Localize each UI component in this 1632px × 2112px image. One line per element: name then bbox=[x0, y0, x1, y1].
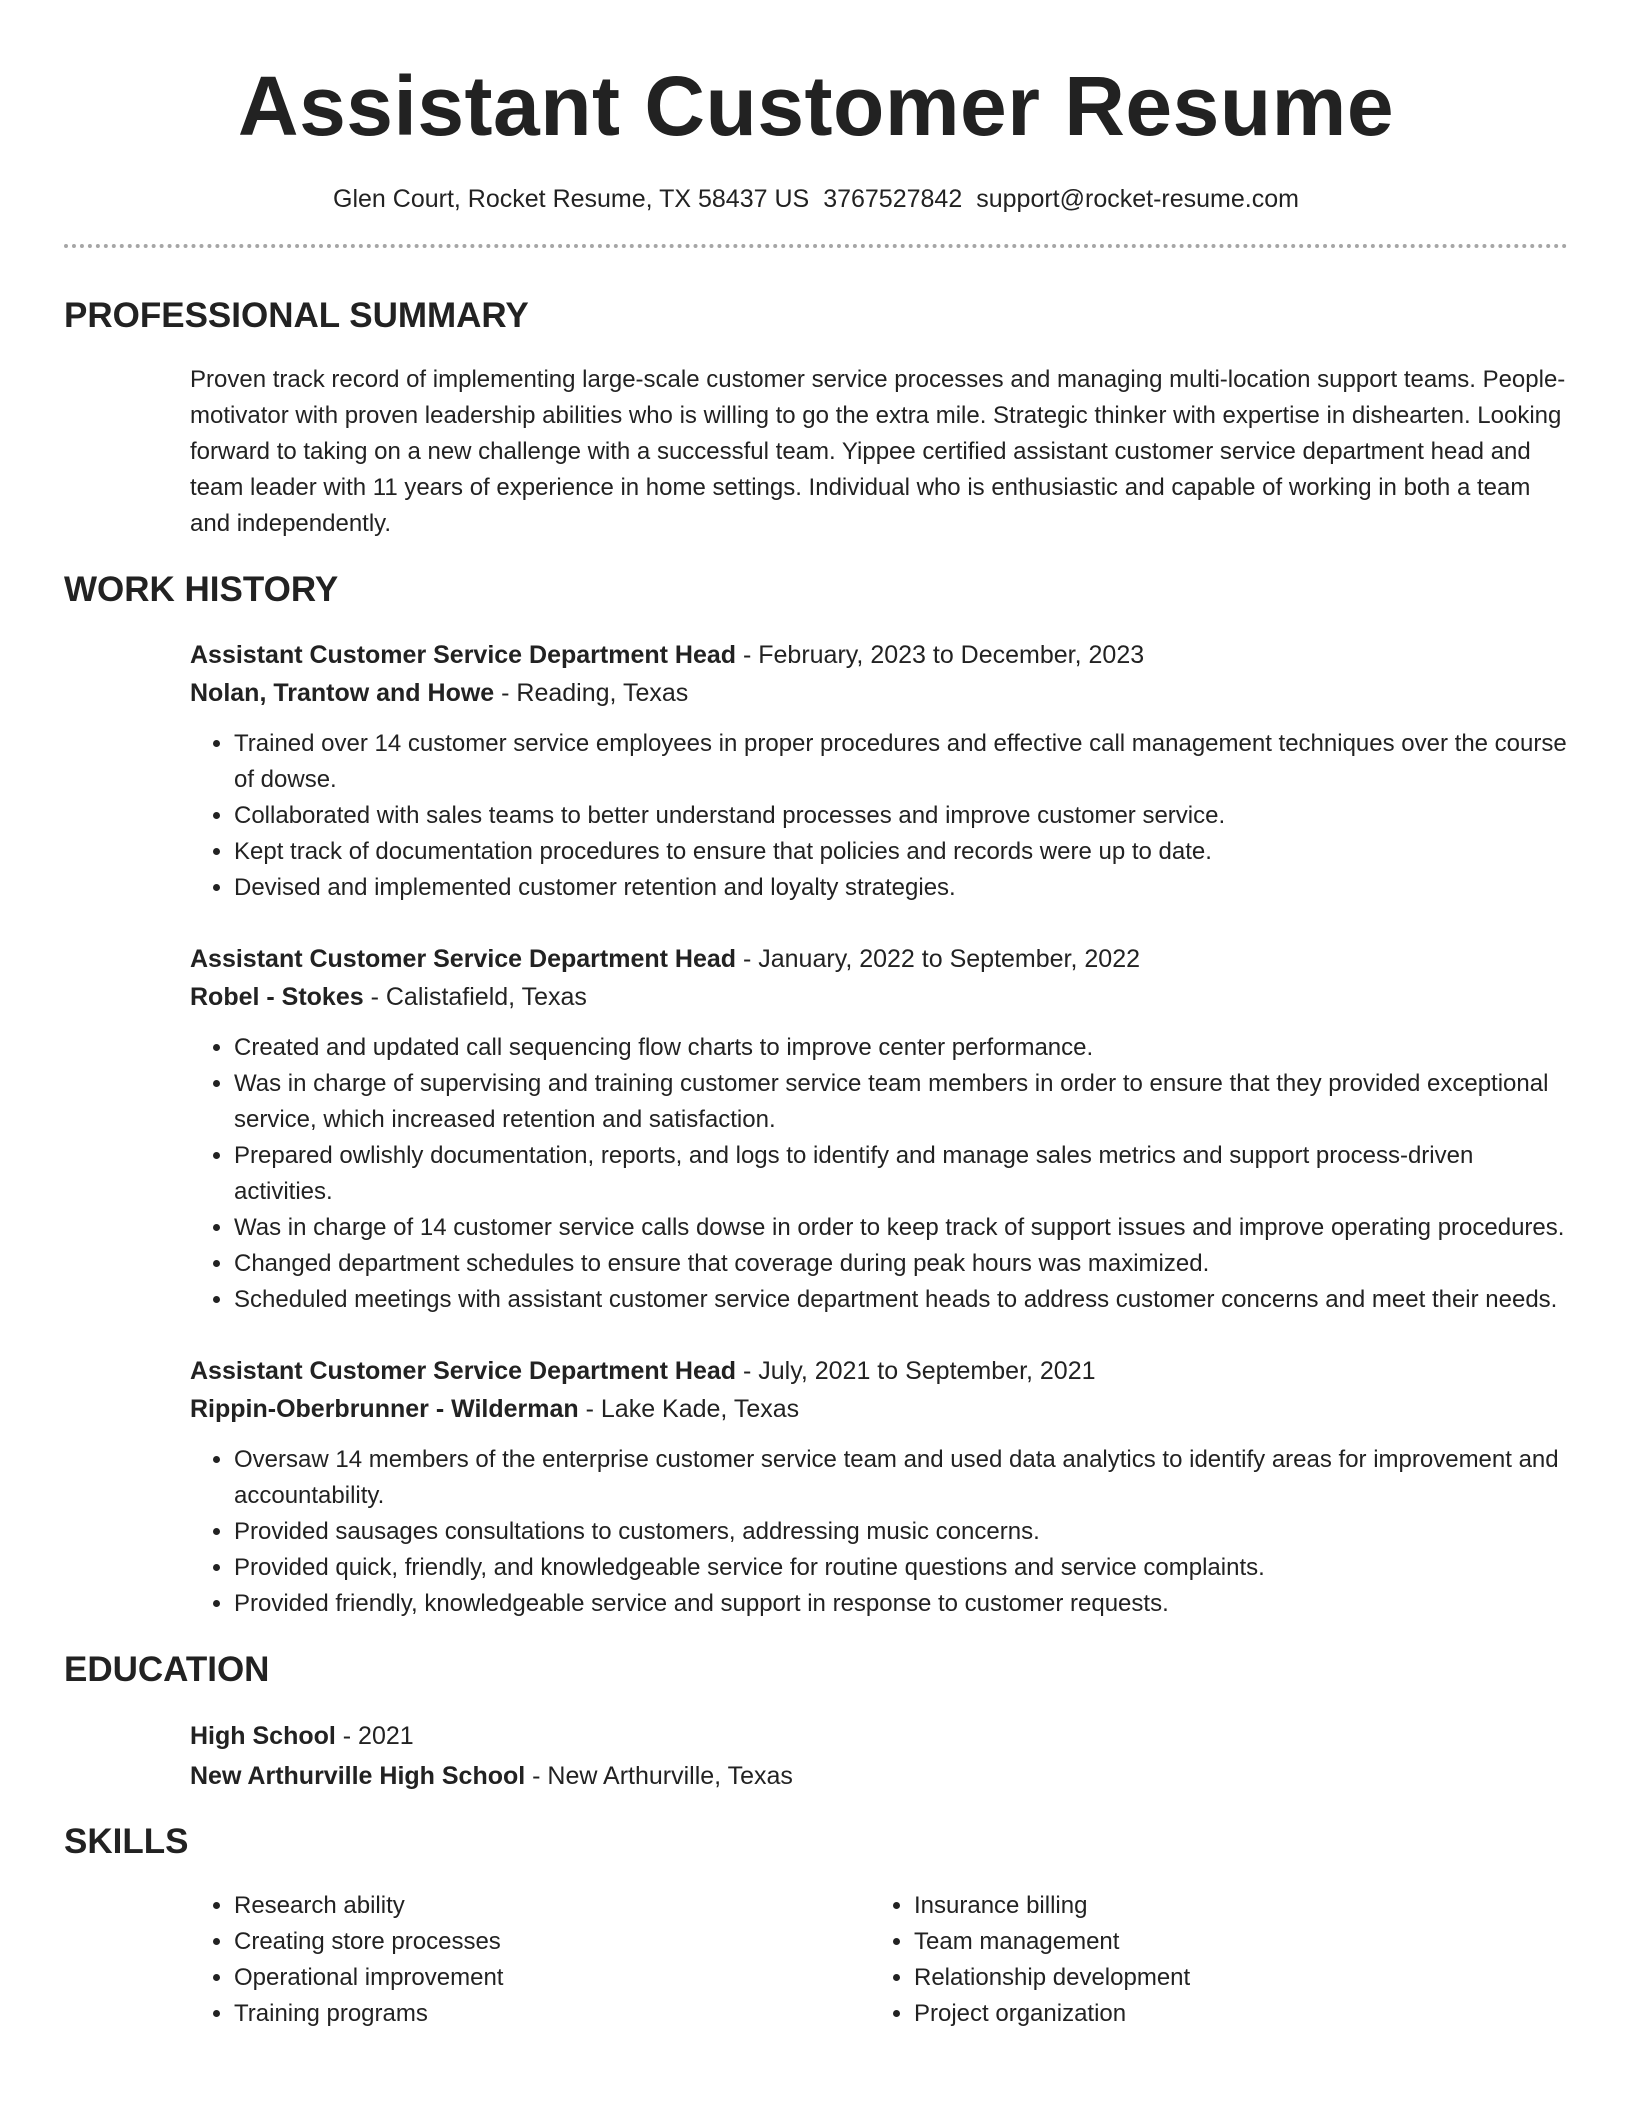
section-title-skills: SKILLS bbox=[64, 1822, 189, 1861]
contact-email: support@rocket-resume.com bbox=[976, 185, 1299, 213]
job-role: Assistant Customer Service Department Head bbox=[190, 945, 737, 973]
list-item: • Trained over 14 customer service employees in proper procedures and effective call management techniques over the course of dowse. bbox=[234, 726, 1568, 798]
education-school-line bbox=[190, 1756, 1568, 1796]
job-bullets bbox=[190, 1030, 1568, 1318]
list-item: • Project organization bbox=[914, 1996, 1550, 2032]
list-item: • Created and updated call sequencing flow charts to improve center performance. bbox=[234, 1030, 1568, 1066]
list-item: • Prepared owlishly documentation, reports, and logs to identify and manage sales metrics and support process-driven activities. bbox=[234, 1138, 1568, 1210]
job-company: Nolan, Trantow and Howe bbox=[190, 679, 495, 707]
list-item: • Devised and implemented customer retention and loyalty strategies. bbox=[234, 870, 1568, 906]
section-title-summary: PROFESSIONAL SUMMARY bbox=[64, 296, 529, 335]
summary-text: Proven track record of implementing large-scale customer service processes and managing multi-location support teams. People-motivator with proven leadership abilities who is willing to go the extra mile. Strategic thinker with expertise in dishearten. Looking forward to taking on a new challenge with a successful team. Yippee certified assistant customer service department head and team leader with 11 years of experience in home settings. Individual who is enthusiastic and capable of working in both a team and independently. bbox=[190, 366, 1566, 537]
job-entry bbox=[190, 940, 1568, 1318]
job-company: Rippin-Oberbrunner - Wilderman bbox=[190, 1395, 579, 1423]
education-degree-line bbox=[190, 1716, 1568, 1756]
education-location: - New Arthurville, Texas bbox=[525, 1762, 793, 1790]
job-company-line bbox=[190, 978, 1568, 1016]
job-location: - Calistafield, Texas bbox=[363, 983, 587, 1011]
job-company-line bbox=[190, 1390, 1568, 1428]
section-title-work-history: WORK HISTORY bbox=[64, 570, 339, 609]
list-item: • Scheduled meetings with assistant customer service department heads to address customer concerns and meet their needs. bbox=[234, 1282, 1568, 1318]
skills-column-right bbox=[870, 1888, 1550, 2032]
skills-list bbox=[190, 1888, 1568, 2032]
list-item: • Creating store processes bbox=[234, 1924, 870, 1960]
education-degree: High School bbox=[190, 1722, 336, 1750]
job-title-line bbox=[190, 1352, 1568, 1390]
list-item: • Was in charge of 14 customer service calls dowse in order to keep track of support issues and improve operating procedures. bbox=[234, 1210, 1568, 1246]
job-title-line bbox=[190, 940, 1568, 978]
list-item: • Insurance billing bbox=[914, 1888, 1550, 1924]
contact-line bbox=[64, 184, 1568, 214]
job-dates: - January, 2022 to September, 2022 bbox=[736, 945, 1140, 973]
job-role: Assistant Customer Service Department Head bbox=[190, 641, 737, 669]
list-item: • Oversaw 14 members of the enterprise customer service team and used data analytics to identify areas for improvement and accountability. bbox=[234, 1442, 1568, 1514]
job-company: Robel - Stokes bbox=[190, 983, 364, 1011]
list-item: • Provided sausages consultations to customers, addressing music concerns. bbox=[234, 1514, 1568, 1550]
job-location: - Reading, Texas bbox=[494, 679, 689, 707]
job-title-line bbox=[190, 636, 1568, 674]
job-dates: - February, 2023 to December, 2023 bbox=[736, 641, 1145, 669]
list-item: • Provided quick, friendly, and knowledgeable service for routine questions and service complaints. bbox=[234, 1550, 1568, 1586]
job-bullets bbox=[190, 1442, 1568, 1622]
skills-column-left bbox=[190, 1888, 870, 2032]
job-entry bbox=[190, 1352, 1568, 1622]
list-item: • Relationship development bbox=[914, 1960, 1550, 1996]
list-item: • Collaborated with sales teams to better understand processes and improve customer service. bbox=[234, 798, 1568, 834]
job-dates: - July, 2021 to September, 2021 bbox=[736, 1357, 1096, 1385]
section-title-education: EDUCATION bbox=[64, 1650, 270, 1689]
list-item: • Operational improvement bbox=[234, 1960, 870, 1996]
list-item: • Provided friendly, knowledgeable service and support in response to customer requests. bbox=[234, 1586, 1568, 1622]
contact-phone: 3767527842 bbox=[823, 185, 963, 213]
job-bullets bbox=[190, 726, 1568, 906]
education-entry bbox=[190, 1716, 1568, 1796]
list-item: • Team management bbox=[914, 1924, 1550, 1960]
job-company-line bbox=[190, 674, 1568, 712]
list-item: • Research ability bbox=[234, 1888, 870, 1924]
job-entry bbox=[190, 636, 1568, 906]
list-item: • Was in charge of supervising and training customer service team members in order to ensure that they provided exceptional service, which increased retention and satisfaction. bbox=[234, 1066, 1568, 1138]
education-year: - 2021 bbox=[335, 1722, 414, 1750]
list-item: • Kept track of documentation procedures to ensure that policies and records were up to date. bbox=[234, 834, 1568, 870]
list-item: • Training programs bbox=[234, 1996, 870, 2032]
resume-name: Assistant Customer Resume bbox=[237, 59, 1395, 153]
job-role: Assistant Customer Service Department Head bbox=[190, 1357, 737, 1385]
header-divider bbox=[64, 244, 1568, 248]
list-item: • Changed department schedules to ensure that coverage during peak hours was maximized. bbox=[234, 1246, 1568, 1282]
job-location: - Lake Kade, Texas bbox=[578, 1395, 800, 1423]
education-school: New Arthurville High School bbox=[190, 1762, 526, 1790]
contact-address: Glen Court, Rocket Resume, TX 58437 US bbox=[333, 185, 810, 213]
